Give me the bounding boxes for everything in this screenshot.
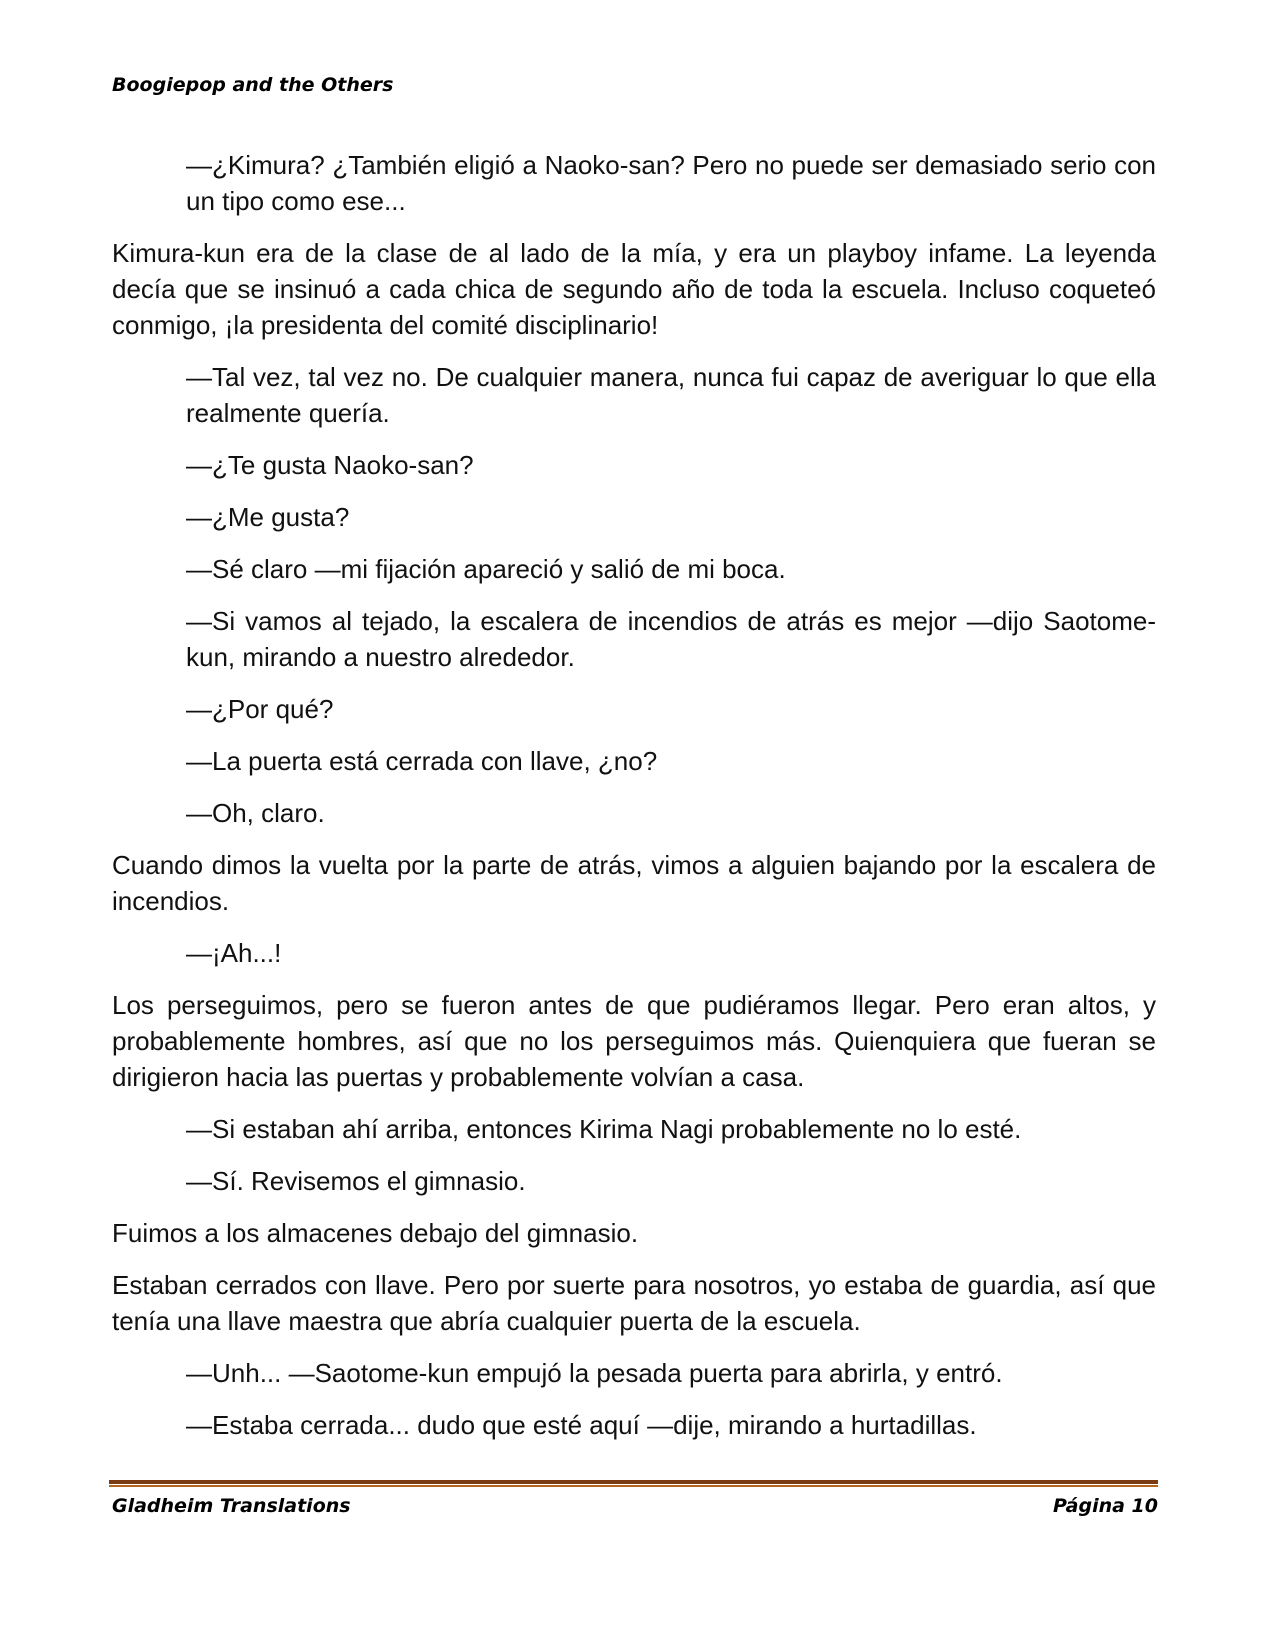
dialogue-paragraph: —¿Me gusta? [186, 502, 350, 532]
narration-paragraph: Kimura-kun era de la clase de al lado de la mía, y era un playboy infame. La leyenda decía que se insinuó a cada chica de segundo año de toda la escuela. Incluso coqueteó conmigo, ¡la presidenta del comité disciplinario! [112, 238, 1156, 340]
dialogue-paragraph: —¿Kimura? ¿También eligió a Naoko-san? Pero no puede ser demasiado serio con un tipo como ese... [186, 150, 1156, 216]
dialogue-paragraph: —Unh... —Saotome-kun empujó la pesada puerta para abrirla, y entró. [186, 1358, 1003, 1388]
narration-paragraph: Estaban cerrados con llave. Pero por suerte para nosotros, yo estaba de guardia, así que tenía una llave maestra que abría cualquier puerta de la escuela. [112, 1270, 1156, 1336]
dialogue-paragraph: —¡Ah...! [186, 938, 282, 968]
narration-paragraph: Cuando dimos la vuelta por la parte de atrás, vimos a alguien bajando por la escalera de incendios. [112, 850, 1156, 916]
dialogue-paragraph: —Si vamos al tejado, la escalera de incendios de atrás es mejor —dijo Saotome-kun, mirando a nuestro alrededor. [186, 606, 1156, 672]
narration-paragraph: Fuimos a los almacenes debajo del gimnasio. [112, 1218, 639, 1248]
dialogue-paragraph: —La puerta está cerrada con llave, ¿no? [186, 746, 658, 776]
dialogue-paragraph: —¿Por qué? [186, 694, 334, 724]
narration-paragraph: Los perseguimos, pero se fueron antes de que pudiéramos llegar. Pero eran altos, y probablemente hombres, así que no los perseguimos más. Quienquiera que fueran se dirigieron hacia las puertas y probablemente volvían a casa. [112, 990, 1156, 1092]
running-header-title: Boogiepop and the Others [112, 74, 394, 96]
footer-publisher: Gladheim Translations [112, 1495, 351, 1517]
dialogue-paragraph: —Tal vez, tal vez no. De cualquier manera, nunca fui capaz de averiguar lo que ella realmente quería. [186, 362, 1156, 428]
dialogue-paragraph: —¿Te gusta Naoko-san? [186, 450, 474, 480]
dialogue-paragraph: —Sé claro —mi fijación apareció y salió de mi boca. [186, 554, 786, 584]
footer-page-number: Página 10 [1052, 1495, 1158, 1517]
body-text [112, 147, 1156, 1459]
dialogue-paragraph: —Sí. Revisemos el gimnasio. [186, 1166, 526, 1196]
dialogue-paragraph: —Estaba cerrada... dudo que esté aquí —dije, mirando a hurtadillas. [186, 1410, 977, 1440]
dialogue-paragraph: —Si estaban ahí arriba, entonces Kirima Nagi probablemente no lo esté. [186, 1114, 1022, 1144]
footer-rule [109, 1480, 1158, 1487]
dialogue-paragraph: —Oh, claro. [186, 798, 325, 828]
